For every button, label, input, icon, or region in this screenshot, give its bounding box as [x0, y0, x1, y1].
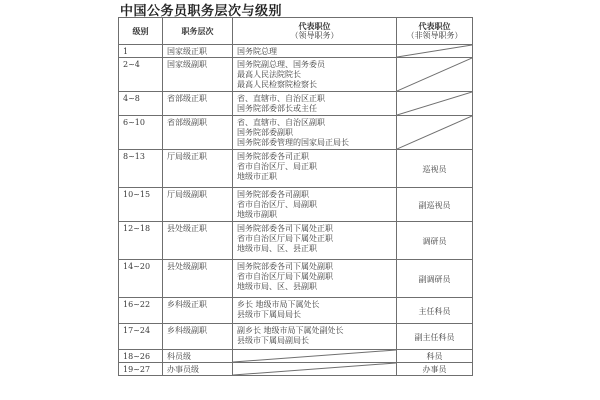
- level-cell: 县处级副职: [163, 260, 233, 298]
- table-row: [119, 58, 473, 92]
- lead-position-line: 国务院部委各司副职: [237, 190, 309, 199]
- table-row: [119, 45, 473, 58]
- level-cell: 县处级正职: [163, 222, 233, 260]
- nonlead-position-cell: 巡视员: [397, 150, 473, 188]
- table-row: [119, 188, 473, 222]
- lead-position-line: 国务院部委各司下属处正职: [237, 224, 333, 233]
- header-level: 职务层次: [163, 18, 233, 45]
- lead-position-cell: [233, 116, 397, 150]
- empty-cell-slash: [397, 92, 472, 115]
- header-nonlead-sub: （非领导职务）: [406, 31, 463, 40]
- grade-cell: 12~18: [119, 222, 163, 260]
- lead-position-line: 副乡长 地级市局下属处副处长: [237, 326, 344, 335]
- lead-position-line: 国务院部委各司下属处副职: [237, 262, 333, 271]
- lead-position-cell: [233, 188, 397, 222]
- page-title: 中国公务员职务层次与级别: [120, 4, 283, 19]
- level-cell: 省部级副职: [163, 116, 233, 150]
- nonlead-position-cell: 科员: [397, 350, 473, 363]
- lead-position-line: 地级市副职: [237, 210, 277, 219]
- table-row: [119, 260, 473, 298]
- nonlead-position-cell: 副巡视员: [397, 188, 473, 222]
- header-grade: 级别: [119, 18, 163, 45]
- lead-position-cell: [233, 92, 397, 116]
- lead-position-cell: [233, 222, 397, 260]
- header-nonlead-position: [397, 18, 473, 45]
- nonlead-position-cell: 副主任科员: [397, 324, 473, 350]
- table-row: [119, 92, 473, 116]
- empty-cell-slash: [397, 58, 472, 91]
- lead-position-cell: [233, 58, 397, 92]
- grade-cell: 6~10: [119, 116, 163, 150]
- grade-cell: 17~24: [119, 324, 163, 350]
- grade-cell: 18~26: [119, 350, 163, 363]
- level-cell: 国家级副职: [163, 58, 233, 92]
- lead-position-cell: [233, 298, 397, 324]
- grade-cell: 4~8: [119, 92, 163, 116]
- header-nonlead-title: 代表职位: [418, 22, 451, 31]
- nonlead-position-cell: [397, 92, 473, 116]
- level-cell: 国家级正职: [163, 45, 233, 58]
- nonlead-position-cell: 调研员: [397, 222, 473, 260]
- table-row: [119, 222, 473, 260]
- lead-position-line: 最高人民检察院检察长: [237, 80, 317, 89]
- header-lead-sub: （领导职务）: [290, 31, 339, 40]
- lead-position-line: 县级市下属局局长: [237, 310, 301, 319]
- nonlead-position-cell: 办事员: [397, 363, 473, 376]
- lead-position-line: 省、直辖市、自治区副职: [237, 118, 325, 127]
- table-header-row: [119, 18, 473, 45]
- grade-cell: 2~4: [119, 58, 163, 92]
- empty-cell-slash: [233, 363, 396, 375]
- lead-position-cell: [233, 260, 397, 298]
- empty-cell-slash: [397, 45, 472, 57]
- grade-cell: 10~15: [119, 188, 163, 222]
- lead-position-cell: [233, 324, 397, 350]
- lead-position-line: 国务院部委副职: [237, 128, 293, 137]
- lead-position-line: 乡长 地级市局下属处长: [237, 300, 320, 309]
- lead-position-line: 省市自治区厅、局副职: [237, 200, 317, 209]
- header-lead-position: [233, 18, 397, 45]
- header-lead-title: 代表职位: [298, 22, 331, 31]
- lead-position-line: 地级市正职: [237, 172, 277, 181]
- table-row: [119, 116, 473, 150]
- table-row: [119, 150, 473, 188]
- grade-cell: 8~13: [119, 150, 163, 188]
- lead-position-line: 省市自治区厅局下属处正职: [237, 234, 333, 243]
- level-cell: 科员级: [163, 350, 233, 363]
- level-cell: 办事员级: [163, 363, 233, 376]
- lead-position-line: 地级市局、区、县副职: [237, 282, 317, 291]
- lead-position-line: 地级市局、区、县正职: [237, 244, 317, 253]
- nonlead-position-cell: 主任科员: [397, 298, 473, 324]
- lead-position-cell: [233, 150, 397, 188]
- lead-position-line: 省、直辖市、自治区正职: [237, 94, 325, 103]
- grade-cell: 1: [119, 45, 163, 58]
- lead-position-line: 国务院部委各司正职: [237, 152, 309, 161]
- table-row: [119, 363, 473, 376]
- lead-position-line: 国务院副总理、国务委员: [237, 60, 325, 69]
- lead-position-line: 国务院总理: [237, 47, 277, 56]
- level-cell: 乡科级副职: [163, 324, 233, 350]
- empty-cell-slash: [397, 116, 472, 149]
- lead-position-cell: [233, 350, 397, 363]
- level-cell: 省部级正职: [163, 92, 233, 116]
- nonlead-position-cell: 副调研员: [397, 260, 473, 298]
- lead-position-line: 省市自治区厅、局正职: [237, 162, 317, 171]
- table-row: [119, 324, 473, 350]
- nonlead-position-cell: [397, 58, 473, 92]
- grade-cell: 16~22: [119, 298, 163, 324]
- lead-position-line: 国务院部委部长或主任: [237, 104, 317, 113]
- grade-cell: 14~20: [119, 260, 163, 298]
- nonlead-position-cell: [397, 45, 473, 58]
- level-cell: 乡科级正职: [163, 298, 233, 324]
- civil-service-rank-table: [118, 17, 473, 376]
- table-row: [119, 350, 473, 363]
- lead-position-line: 最高人民法院院长: [237, 70, 301, 79]
- lead-position-cell: [233, 45, 397, 58]
- nonlead-position-cell: [397, 116, 473, 150]
- lead-position-line: 省市自治区厅局下属处副职: [237, 272, 333, 281]
- lead-position-line: 国务院部委管理的国家局正局长: [237, 138, 349, 147]
- lead-position-cell: [233, 363, 397, 376]
- level-cell: 厅局级副职: [163, 188, 233, 222]
- level-cell: 厅局级正职: [163, 150, 233, 188]
- grade-cell: 19~27: [119, 363, 163, 376]
- lead-position-line: 县级市下属局副局长: [237, 336, 309, 345]
- empty-cell-slash: [233, 350, 396, 362]
- table-row: [119, 298, 473, 324]
